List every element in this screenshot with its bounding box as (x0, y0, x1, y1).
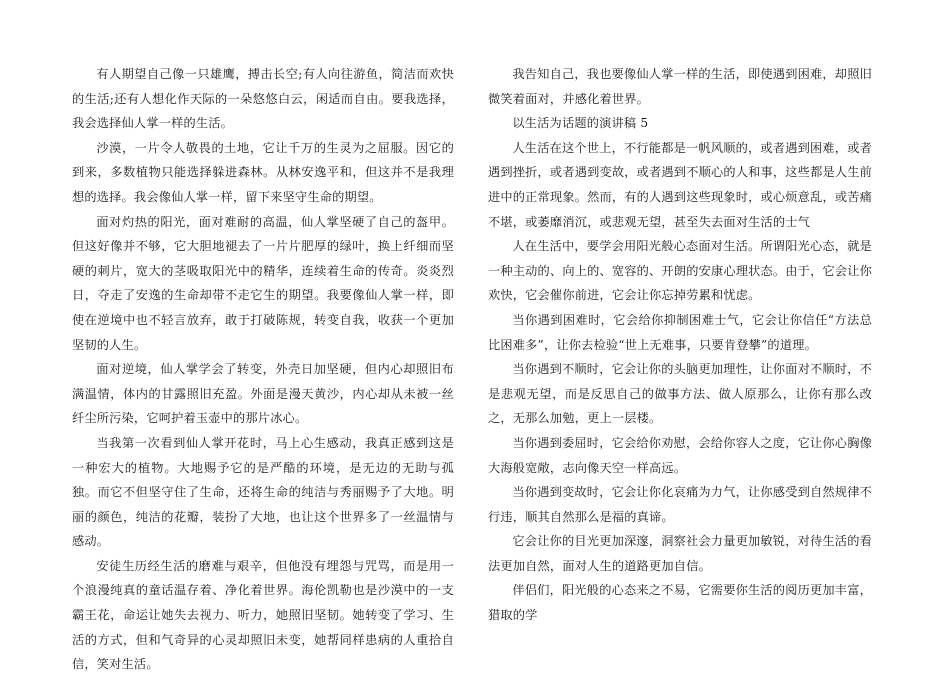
paragraph: 当你遇到变故时，它会让你化哀痛为力气，让你感受到自然规律不行违，顺其自然那么是福的真谛。 (488, 485, 872, 524)
paragraph: 人在生活中，要学会用阳光般心态面对生活。所谓阳光心态，就是一种主动的、向上的、宽容的、开朗的安康心理状态。由于，它会让你欢快，它会催你前进，它会让你忘掉劳累和忧虑。 (488, 239, 873, 303)
paragraph: 它会让你的目光更加深邃，洞察社会力量更加敏锐，对待生活的看法更加自然，面对人生的道路更加自信。 (488, 534, 872, 573)
section-heading: 以生活为话题的演讲稿 5 (512, 116, 649, 131)
paragraph: 伴侣们，阳光般的心态来之不易，它需要你生活的阅历更加丰富，猎取的学 (488, 583, 872, 623)
paragraph: 当你遇到不顺时，它会让你的头脑更加理性，让你面对不顺时，不是悲观无望，而是反思自己的做事方法、做人原那么，让你有那么改之，无那么加勉，更上一层楼。 (488, 362, 872, 426)
paragraph: 我告知自己，我也要像仙人掌一样的生活，即使遇到困难，却照旧微笑着面对，并感化着世界。 (488, 67, 872, 106)
left-column (72, 62, 454, 677)
paragraph: 沙漠，一片令人敬畏的土地，它让千万的生灵为之屈服。因它的到来，多数植物只能选择躲进森林。从林安逸平和，但这并不是我理想的选择。我会像仙人掌一样，留下来坚守生命的期望。 (72, 140, 454, 204)
paragraph: 面对灼热的阳光，面对难耐的高温，仙人掌坚硬了自己的盔甲。但这好像并不够，它大胆地褪去了一片片肥厚的绿叶，换上纤细而坚硬的刺片，宽大的茎吸取阳光中的精华，连续着生命的传奇。炎炎烈日，夺走了安逸的生命却带不走它生的期望。我要像仙人掌一样，即使在逆境中也不轻言放弃，敢于打破陈规，转变自我，收获一个更加坚韧的人生。 (72, 214, 454, 352)
paragraph: 当你遇到委屈时，它会给你劝慰，会给你容人之度，它让你心胸像大海般宽敞，志向像天空一样高远。 (488, 435, 872, 475)
paragraph: 当你遇到困难时，它会给你抑制困难士气，它会让你信任“方法总比困难多”，让你去检验“世上无难事，只要肯登攀”的道理。 (488, 312, 872, 352)
paragraph: 当我第一次看到仙人掌开花时，马上心生感动，我真正感到这是一种宏大的植物。大地赐予它的是严酷的环境，是无边的无助与孤独。而它不但坚守住了生命，还将生命的纯洁与秀丽赐予了大地。明丽的颜色，纯洁的花瓣，装扮了大地，也让这个世界多了一丝温情与感动。 (72, 435, 454, 549)
paragraph: 有人期望自己像一只雄鹰，搏击长空;有人向往游鱼，简洁而欢快的生活;还有人想化作天际的一朵悠悠白云，闲适而自由。要我选择，我会选择仙人掌一样的生活。 (72, 67, 454, 131)
right-column (488, 62, 872, 628)
paragraph: 安徒生历经生活的磨难与艰辛，但他没有埋怨与咒骂，而是用一个浪漫纯真的童话温存着、净化着世界。海伦凯勒也是沙漠中的一支霸王花，命运让她失去视力、听力，她照旧坚韧。她转变了学习、生活的方式，但和气奇异的心灵却照旧未变，她帮同样患病的人重拾自信，笑对生活。 (72, 558, 454, 672)
paragraph: 面对逆境，仙人掌学会了转变，外壳日加坚硬，但内心却照旧布满温情，体内的甘露照旧充盈。外面是漫天黄沙，内心却从未被一丝纤尘所污染，它呵护着玉壶中的那片冰心。 (72, 362, 454, 426)
paragraph: 人生活在这个世上，不行能都是一帆风顺的，或者遇到困难，或者遇到挫折，或者遇到变故，或者遇到不顺心的人和事，这些都是人生前进中的正常现象。然而，有的人遇到这些现象时，或心烦意乱，或苦痛不堪，或萎靡消沉，或悲观无望，甚至失去面对生活的士气 (488, 140, 873, 229)
